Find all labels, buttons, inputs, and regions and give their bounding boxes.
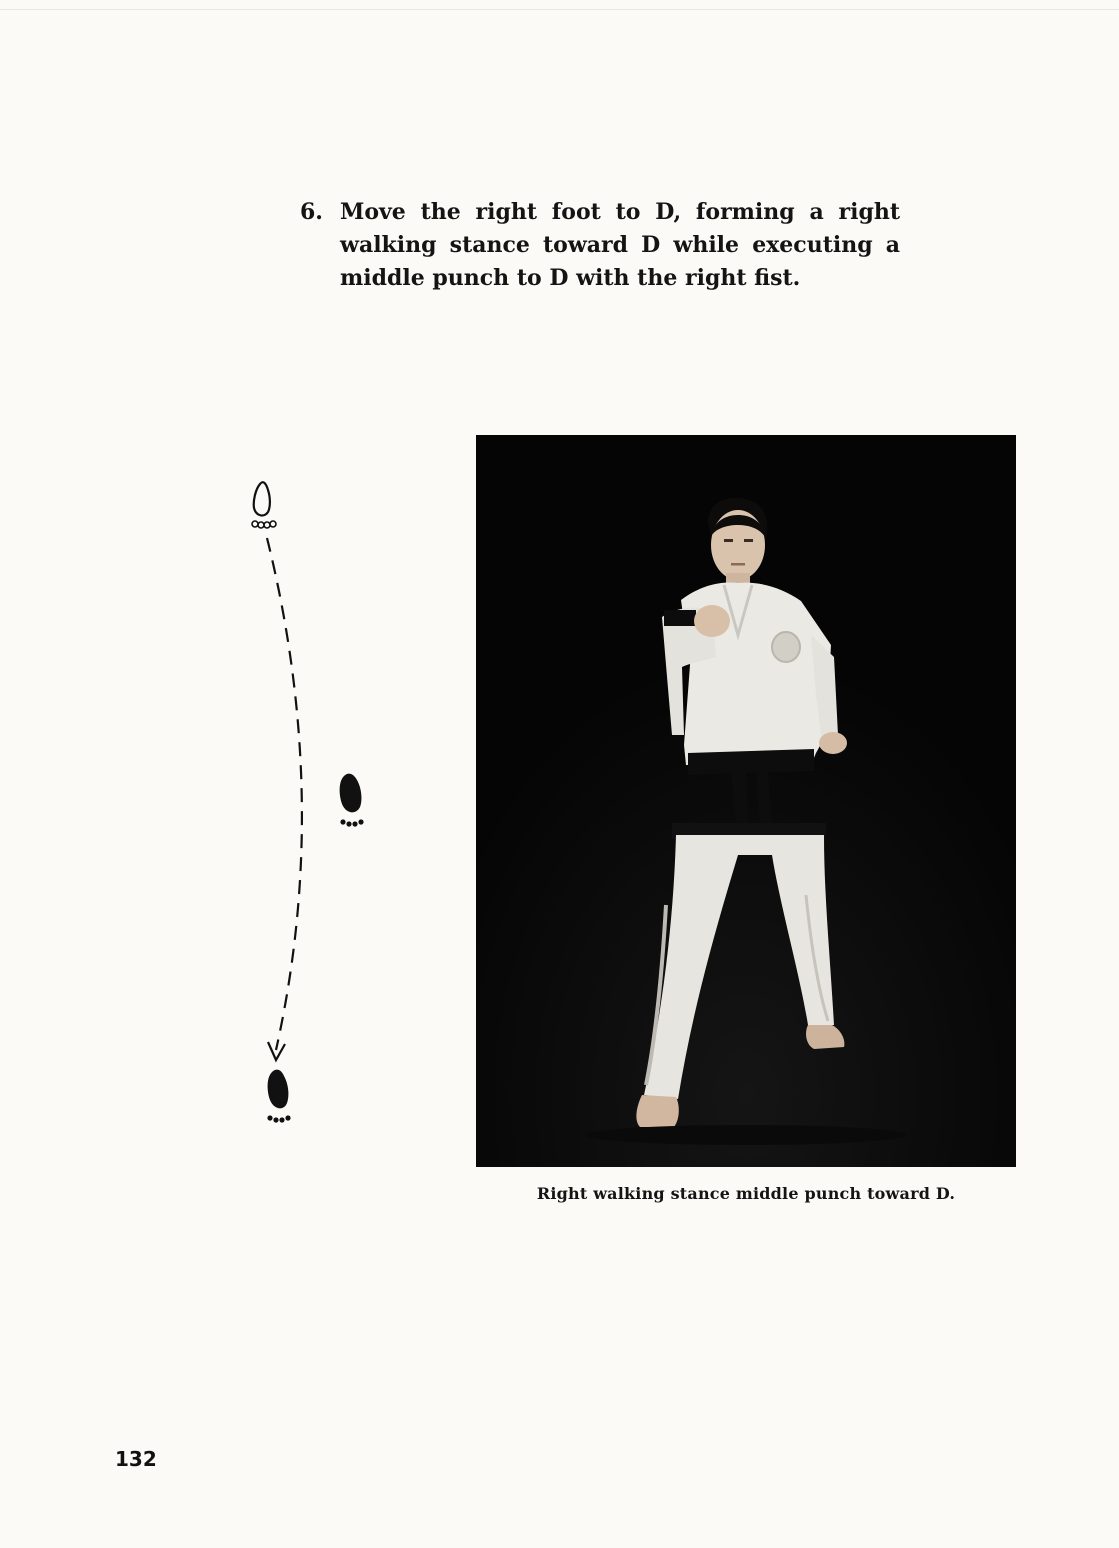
movement-path [267, 538, 302, 1050]
start-footprint-icon [252, 482, 276, 528]
top-page-edge [0, 9, 1119, 10]
stance-photo [476, 435, 1016, 1167]
step-text: Move the right foot to D, forming a right walking stance toward D while executing a middle punch to D with the right fist. [340, 199, 900, 291]
footwork-diagram [240, 470, 400, 1130]
right-footprint-icon [267, 1070, 290, 1123]
step-number: 6. [300, 199, 323, 225]
page-number: 132 [115, 1447, 157, 1471]
step-instruction [300, 196, 900, 295]
left-footprint-icon [340, 774, 364, 827]
photo-caption: Right walking stance middle punch toward D. [536, 1184, 956, 1203]
